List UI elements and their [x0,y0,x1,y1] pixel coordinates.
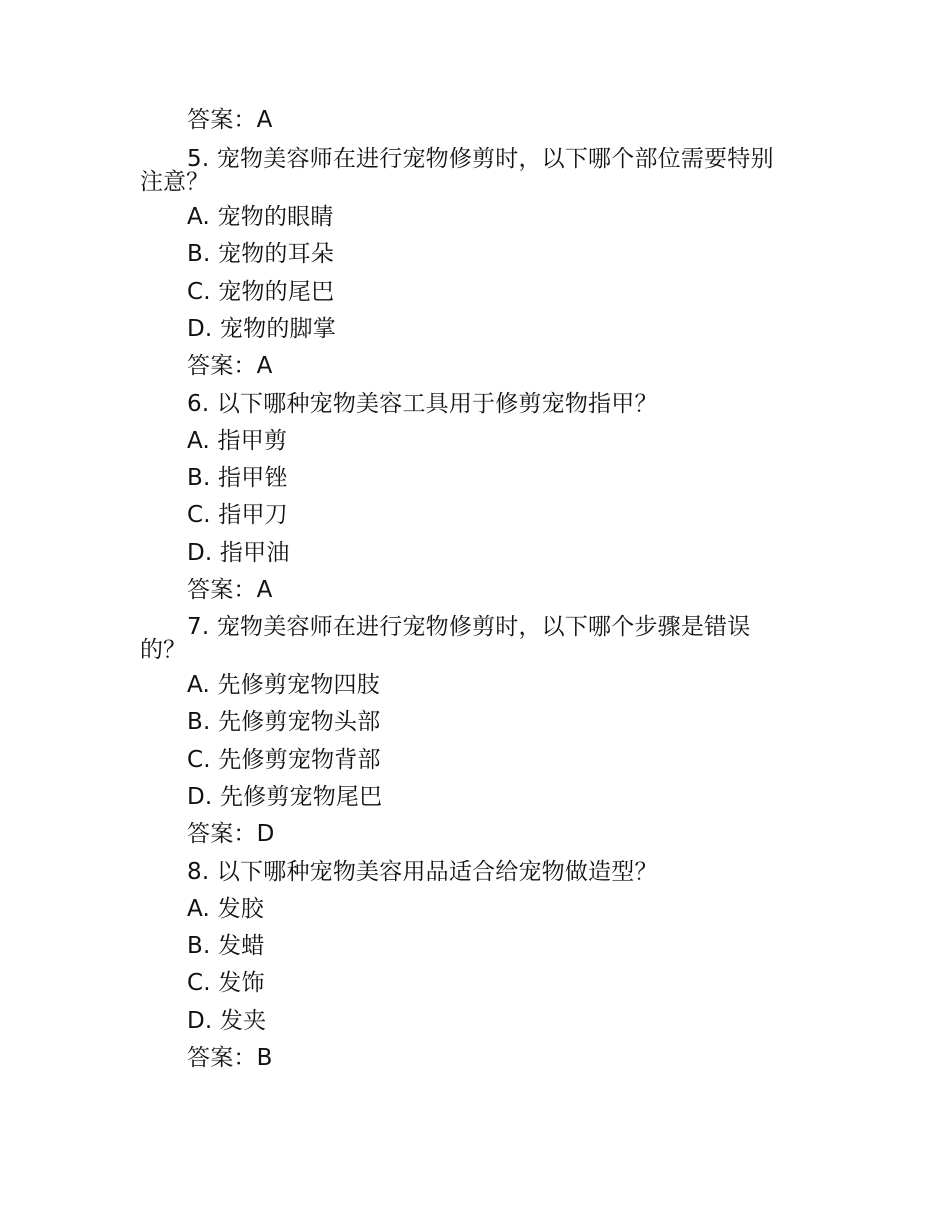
question-8-option-b: B. 发蜡 [187,933,265,959]
question-7-option-c: C. 先修剪宠物背部 [187,747,381,773]
question-8-option-a: A. 发胶 [187,896,264,922]
question-7-option-a: A. 先修剪宠物四肢 [187,672,380,698]
question-5-option-d: D. 宠物的脚掌 [187,316,336,342]
question-6-option-c: C. 指甲刀 [187,502,288,528]
question-5-option-c: C. 宠物的尾巴 [187,279,335,305]
question-6-stem: 6. 以下哪种宠物美容工具用于修剪宠物指甲？ [187,391,658,417]
question-6-answer: 答案：A [187,577,273,603]
question-7-option-d: D. 先修剪宠物尾巴 [187,784,383,810]
question-7-stem-continued: 的？ [140,637,186,663]
question-8-stem: 8. 以下哪种宠物美容用品适合给宠物做造型？ [187,859,658,885]
question-5-option-b: B. 宠物的耳朵 [187,241,335,267]
question-5-answer: 答案：A [187,353,273,379]
question-7-option-b: B. 先修剪宠物头部 [187,709,381,735]
question-6-option-d: D. 指甲油 [187,540,290,566]
question-5-option-a: A. 宠物的眼睛 [187,204,334,230]
question-5-stem: 5. 宠物美容师在进行宠物修剪时，以下哪个部位需要特别 [187,146,774,172]
question-7-answer: 答案：D [187,821,275,847]
question-6-option-a: A. 指甲剪 [187,428,288,454]
question-8-option-d: D. 发夹 [187,1008,267,1034]
answer-line: 答案：A [187,107,273,133]
question-8-option-c: C. 发饰 [187,970,265,996]
question-7-stem: 7. 宠物美容师在进行宠物修剪时，以下哪个步骤是错误 [187,614,751,640]
question-6-option-b: B. 指甲锉 [187,465,288,491]
question-5-stem-continued: 注意？ [140,169,209,195]
question-8-answer: 答案：B [187,1045,273,1071]
